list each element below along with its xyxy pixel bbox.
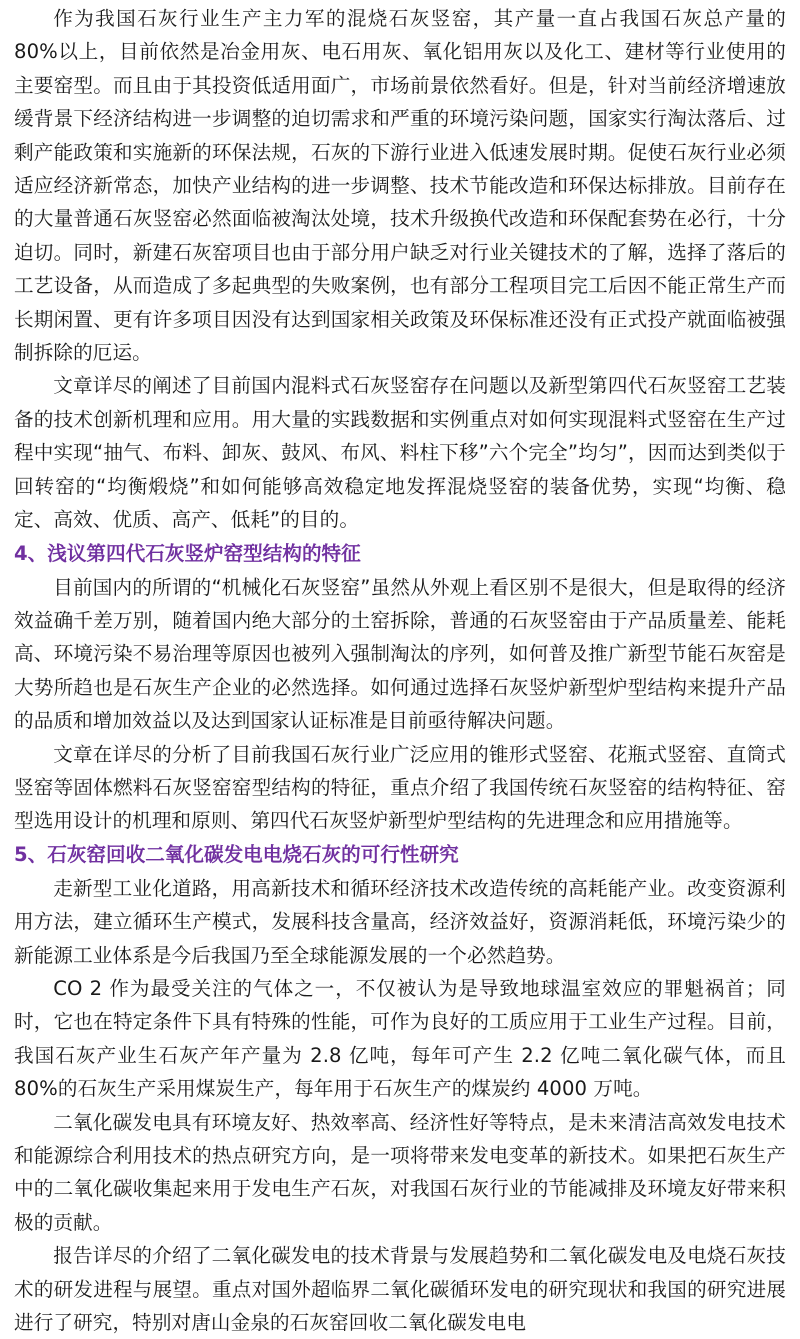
paragraph-co2-power-generation: 二氧化碳发电具有环境友好、热效率高、经济性好等特点，是未来清洁高效发电技术和能源综合利用技术的热点研究方向，是一项将带来发电变革的新技术。如果把石灰生产中的二氧化碳收集起来用于发电生产石灰，对我国石灰行业的节能减排及环境友好带来积极的贡献。 [14, 1110, 786, 1234]
paragraph-fourth-gen-kiln-article: 文章详尽的阐述了目前国内混料式石灰竖窑存在问题以及新型第四代石灰竖窑工艺装备的技术创新机理和应用。用大量的实践数据和实例重点对如何实现混料式竖窑在生产过程中实现“抽气、布料、卸灰、鼓风、布风、料柱下移”六个完全”均匀”，因而达到类似于回转窑的“均衡煅烧”和如何能够高效稳定地发挥混烧竖窑的装备优势，实现“均衡、稳定、高效、优质、高产、低耗”的目的。 [14, 374, 786, 532]
paragraph-kiln-structure-analysis: 文章在详尽的分析了目前我国石灰行业广泛应用的锥形式竖窑、花瓶式竖窑、直筒式竖窑等固体燃料石灰竖窑窑型结构的特征，重点介绍了我国传统石灰竖窑的结构特征、窑型选用设计的机理和原则、第四代石灰竖炉新型炉型结构的先进理念和应用措施等。 [14, 742, 786, 833]
paragraph-report-summary: 报告详尽的介绍了二氧化碳发电的技术背景与发展趋势和二氧化碳发电及电烧石灰技术的研发进程与展望。重点对国外超临界二氧化碳循环发电的研究现状和我国的研究进展进行了研究，特别对唐山金泉的石灰窑回收二氧化碳发电电 [14, 1244, 786, 1335]
paragraph-new-industrialization: 走新型工业化道路，用高新技术和循环经济技术改造传统的高耗能产业。改变资源利用方法，建立循环生产模式，发展科技含量高，经济效益好，资源消耗低，环境污染少的新能源工业体系是今后我国乃至全球能源发展的一个必然趋势。 [14, 876, 786, 967]
section-heading-4: 4、浅议第四代石灰竖炉窑型结构的特征 [14, 541, 361, 565]
paragraph-mixed-kiln-intro: 作为我国石灰行业生产主力军的混烧石灰竖窑，其产量一直占我国石灰总产量的80%以上，目前依然是冶金用灰、电石用灰、氧化铝用灰以及化工、建材等行业使用的主要窑型。而且由于其投资低适用面广，市场前景依然看好。但是，针对当前经济增速放缓背景下经济结构进一步调整的迫切需求和严重的环境污染问题，国家实行淘汰落后、过剩产能政策和实施新的环保法规，石灰的下游行业进入低速发展时期。促使石灰行业必须适应经济新常态，加快产业结构的进一步调整、技术节能改造和环保达标排放。目前存在的大量普通石灰竖窑必然面临被淘汰处境，技术升级换代改造和环保配套势在必行，十分迫切。同时，新建石灰窑项目也由于部分用户缺乏对行业关键技术的了解，选择了落后的工艺设备，从而造成了多起典型的失败案例，也有部分工程项目完工后因不能正常生产而长期闲置、更有许多项目因没有达到国家相关政策及环保标准还没有正式投产就面临被强制拆除的厄运。 [14, 7, 786, 365]
paragraph-co2-properties: CO 2 作为最受关注的气体之一，不仅被认为是导致地球温室效应的罪魁祸首；同时，它也在特定条件下具有特殊的性能，可作为良好的工质应用于工业生产过程。目前，我国石灰产业生石灰产年产量为 2.8 亿吨，每年可产生 2.2 亿吨二氧化碳气体，而且 80%的石灰生产采用煤炭生产，每年用于石灰生产的煤炭约 4000 万吨。 [14, 976, 786, 1101]
paragraph-mechanized-kiln: 目前国内的所谓的“机械化石灰竖窑”虽然从外观上看区别不是很大，但是取得的经济效益确千差万别，随着国内绝大部分的土窑拆除，普通的石灰竖窑由于产品质量差、能耗高、环境污染不易治理等原因也被列入强制淘汰的序列，如何普及推广新型节能石灰窑是大势所趋也是石灰生产企业的必然选择。如何通过选择石灰竖炉新型炉型结构来提升产品的品质和增加效益以及达到国家认证标准是目前亟待解决问题。 [14, 575, 786, 733]
section-heading-5: 5、石灰窑回收二氧化碳发电电烧石灰的可行性研究 [14, 842, 459, 866]
